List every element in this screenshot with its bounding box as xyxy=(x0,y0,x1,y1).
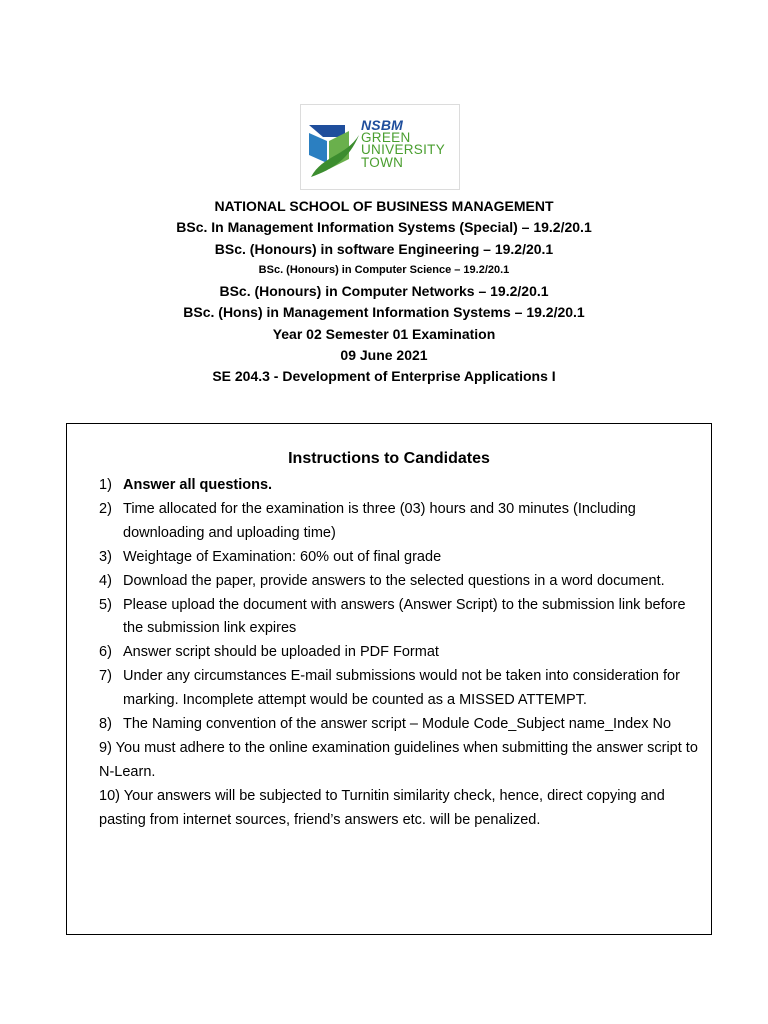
exam-header xyxy=(0,196,768,388)
list-item xyxy=(99,570,705,594)
logo-university-text: UNIVERSITY xyxy=(361,142,446,157)
instructions-box xyxy=(66,423,712,935)
item-text: 9) You must adhere to the online examination guidelines when submitting the answer script to N-Learn. xyxy=(99,739,698,780)
logo-green-text: GREEN xyxy=(361,129,411,145)
degree-line: BSc. (Hons) in Management Information Systems – 19.2/20.1 xyxy=(183,304,585,321)
item-number: 5) xyxy=(99,596,112,613)
list-item xyxy=(99,498,705,546)
logo-nsbm-text: NSBM xyxy=(361,117,404,133)
degree-line: BSc. (Honours) in software Engineering – 19.2/20.1 xyxy=(214,240,554,257)
item-text: Please upload the document with answers (Answer Script) to the submission link before the submission link expires xyxy=(123,596,686,637)
list-item xyxy=(99,785,705,833)
item-number: 8) xyxy=(99,716,112,733)
instructions-list xyxy=(99,474,705,833)
item-text: Weightage of Examination: 60% out of final grade xyxy=(123,548,442,565)
item-number: 2) xyxy=(99,500,112,517)
list-item xyxy=(99,474,705,498)
item-text: Under any circumstances E-mail submissions would not be taken into consideration for marking. Incomplete attempt would be counted as a MISSED ATTEMPT. xyxy=(123,668,680,709)
list-item xyxy=(99,665,705,713)
leaf-emblem-icon xyxy=(305,119,361,179)
exam-session: Year 02 Semester 01 Examination xyxy=(272,325,496,342)
degree-line: BSc. (Honours) in Computer Science – 19.2/20.1 xyxy=(258,263,510,276)
item-text: The Naming convention of the answer script – Module Code_Subject name_Index No xyxy=(123,716,672,733)
degree-line: BSc. In Management Information Systems (Special) – 19.2/20.1 xyxy=(176,219,592,236)
list-item xyxy=(99,713,705,737)
item-text: 10) Your answers will be subjected to Turnitin similarity check, hence, direct copying and pasting from internet sources, friend’s answers etc. will be penalized. xyxy=(99,787,665,828)
exam-date: 09 June 2021 xyxy=(340,347,428,364)
item-number: 3) xyxy=(99,548,112,565)
item-text: Time allocated for the examination is three (03) hours and 30 minutes (Including downloading and uploading time) xyxy=(123,500,636,541)
nsbm-logo xyxy=(300,104,460,190)
list-item xyxy=(99,546,705,570)
item-text: Download the paper, provide answers to the selected questions in a word document. xyxy=(123,572,665,589)
degree-line: BSc. (Honours) in Computer Networks – 19.2/20.1 xyxy=(219,283,549,300)
item-number: 7) xyxy=(99,668,112,685)
item-number: 4) xyxy=(99,572,112,589)
item-number: 1) xyxy=(99,477,112,493)
item-number: 6) xyxy=(99,644,112,661)
item-text: Answer all questions. xyxy=(123,477,273,493)
logo-town-text: TOWN xyxy=(361,154,404,170)
list-item xyxy=(99,737,705,785)
module-title: SE 204.3 - Development of Enterprise Applications I xyxy=(212,368,556,385)
instructions-title: Instructions to Candidates xyxy=(288,450,490,467)
list-item xyxy=(99,594,705,642)
item-text: Answer script should be uploaded in PDF Format xyxy=(123,644,439,661)
institution-name: NATIONAL SCHOOL OF BUSINESS MANAGEMENT xyxy=(214,198,554,214)
list-item xyxy=(99,641,705,665)
